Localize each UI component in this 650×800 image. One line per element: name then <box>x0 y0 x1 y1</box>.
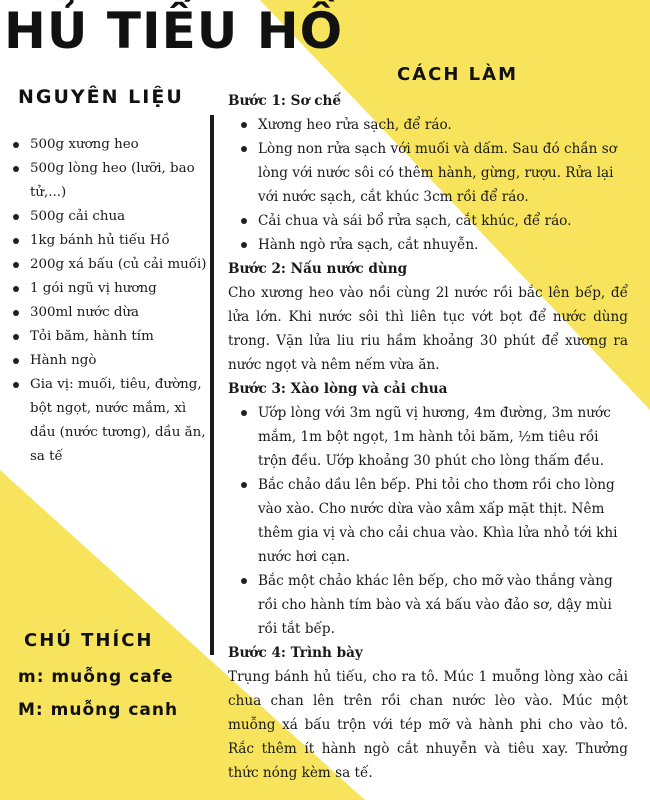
step-1-title: Bước 1: Sơ chế <box>228 93 342 109</box>
ingredient-item: 500g lòng heo (lưỡi, bao tử,...) <box>30 157 208 205</box>
ingredient-item: 1kg bánh hủ tiếu Hồ <box>30 229 208 253</box>
ingredient-item: 1 gói ngũ vị hương <box>30 277 208 301</box>
ingredient-item: Hành ngò <box>30 349 208 373</box>
ingredient-item: Tỏi băm, hành tím <box>30 325 208 349</box>
step-1-bullet: Hành ngò rửa sạch, cắt nhuyễn. <box>258 233 628 257</box>
step-1-bullet: Xương heo rửa sạch, để ráo. <box>258 113 628 137</box>
ingredient-item: 300ml nước dừa <box>30 301 208 325</box>
column-divider <box>210 115 214 655</box>
notes-heading: CHÚ THÍCH <box>24 630 154 651</box>
method-heading: CÁCH LÀM <box>397 64 518 85</box>
step-4-text: Trụng bánh hủ tiếu, cho ra tô. Múc 1 muỗng lòng xào cải chua chan lên trên rồi chan nước lèo vào. Múc một muỗng xá bấu trộn với tép mỡ và hành phi cho vào tô. Rắc thêm ít hành ngò cắt nhuyễn và tiêu xay. Thưởng thức nóng kèm sa tế. <box>228 669 628 781</box>
step-4-title: Bước 4: Trình bày <box>228 645 363 661</box>
step-2-title: Bước 2: Nấu nước dùng <box>228 261 408 277</box>
method-steps <box>228 89 628 785</box>
step-1-list <box>228 113 628 257</box>
step-3-title: Bước 3: Xào lòng và cải chua <box>228 381 448 397</box>
ingredient-item: 200g xá bấu (củ cải muối) <box>30 253 208 277</box>
ingredient-item: 500g xương heo <box>30 133 208 157</box>
step-3-bullet: Bắc một chảo khác lên bếp, cho mỡ vào thắng vàng rồi cho hành tím bào và xá bấu vào đảo sơ, dậy mùi rồi tắt bếp. <box>258 569 628 641</box>
step-2-text: Cho xương heo vào nồi cùng 2l nước rồi bắc lên bếp, để lửa lớn. Khi nước sôi thì liên tục vớt bọt để nước dùng trong. Vặn lửa liu riu hầm khoảng 30 phút để xương ra nước ngọt và nêm nếm vừa ăn. <box>228 285 628 373</box>
step-3-bullet: Bắc chảo dầu lên bếp. Phi tỏi cho thơm rồi cho lòng vào xào. Cho nước dừa vào xâm xấp mặt thịt. Nêm thêm gia vị và cho cải chua vào. Khìa lửa nhỏ tới khi nước hơi cạn. <box>258 473 628 569</box>
step-1-bullet: Lòng non rửa sạch với muối và dấm. Sau đó chần sơ lòng với nước sôi có thêm hành, gừng, rượu. Rửa lại với nước sạch, cắt khúc 3cm rồi để ráo. <box>258 137 628 209</box>
step-3-bullet: Ướp lòng với 3m ngũ vị hương, 4m đường, 3m nước mắm, 1m bột ngọt, 1m hành tỏi băm, ½m tiêu rồi trộn đều. Ướp khoảng 30 phút cho lòng thấm đều. <box>258 401 628 473</box>
note-tablespoon: M: muỗng canh <box>18 700 179 720</box>
note-teaspoon: m: muỗng cafe <box>18 667 174 687</box>
step-1-bullet: Cải chua và sái bổ rửa sạch, cắt khúc, để ráo. <box>258 209 628 233</box>
ingredients-heading: NGUYÊN LIỆU <box>18 86 184 108</box>
ingredient-item: Gia vị: muối, tiêu, đường, bột ngọt, nước mắm, xì dầu (nước tương), dầu ăn, sa tế <box>30 373 208 469</box>
ingredients-list <box>30 133 208 469</box>
ingredient-item: 500g cải chua <box>30 205 208 229</box>
recipe-title: HỦ TIẾU HỒ <box>4 2 344 60</box>
step-3-list <box>228 401 628 641</box>
